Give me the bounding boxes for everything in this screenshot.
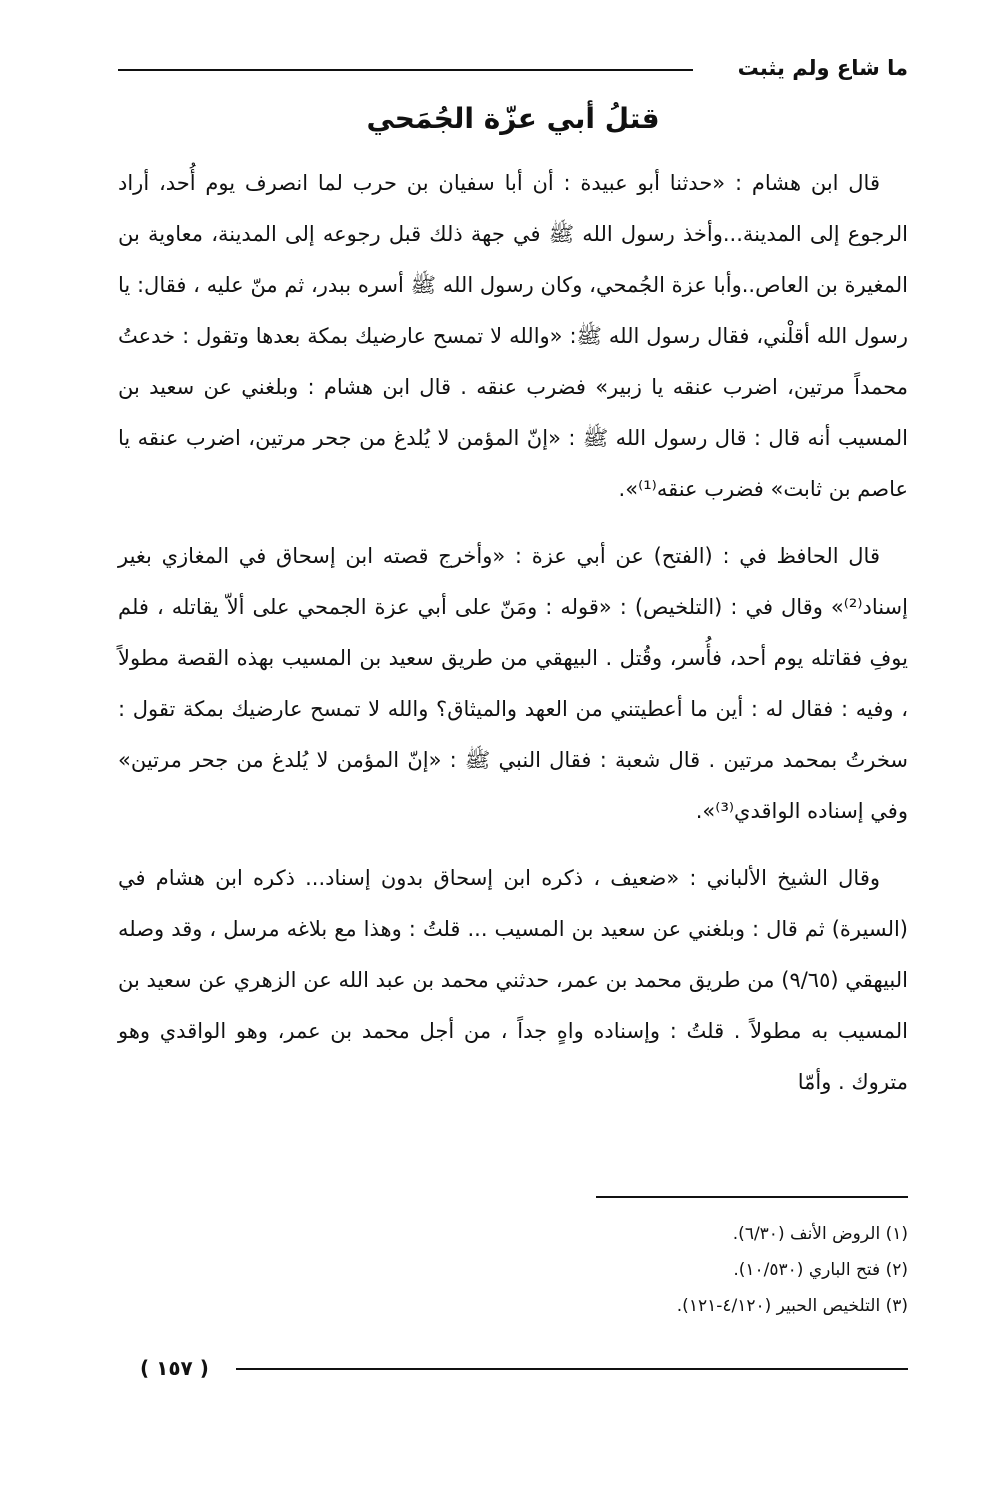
page-footer <box>118 1356 908 1386</box>
paragraph: قال ابن هشام : «حدثنا أبو عبيدة : أن أبا سفيان بن حرب لما انصرف يوم أُحد، أراد الرجوع إلى المدينة...وأخذ رسول الله ﷺ في جهة ذلك قبل رجوعه إلى المدينة، معاوية بن المغيرة بن العاص..وأبا عزة الجُمحي، وكان رسول الله ﷺ أسره ببدر، ثم منّ عليه ، فقال: يا رسول الله أقلْني، فقال رسول الله ﷺ: «والله لا تمسح عارضيك بمكة بعدها وتقول : خدعتُ محمداً مرتين، اضرب عنقه يا زبير» فضرب عنقه . قال ابن هشام : وبلغني عن سعيد بن المسيب أنه قال : قال رسول الله ﷺ : «إنّ المؤمن لا يُلدغ من جحر مرتين، اضرب عنقه يا عاصم بن ثابت» فضرب عنقه⁽¹⁾». <box>118 171 908 501</box>
footnotes <box>118 1216 908 1324</box>
page-number: ( ١٥٧ ) <box>140 1356 209 1380</box>
paragraph: قال الحافظ في : (الفتح) عن أبي عزة : «وأخرج قصته ابن إسحاق في المغازي بغير إسناد⁽²⁾» وقال في : (التلخيص) : «قوله : ومَنّ على أبي عزة الجمحي على ألاّ يقاتله ، فلم يوفِ فقاتله يوم أحد، فأُسر، وقُتل . البيهقي من طريق سعيد بن المسيب بهذه القصة مطولاً ، وفيه : فقال له : أين ما أعطيتني من العهد والميثاق؟ والله لا تمسح عارضيك بمكة تقول : سخرتُ بمحمد مرتين . قال شعبة : فقال النبي ﷺ : «إنّ المؤمن لا يُلدغ من جحر مرتين» وفي إسناده الواقدي⁽³⁾». <box>118 544 908 823</box>
footnote: (٢) فتح الباري (١٠/٥٣٠). <box>733 1260 908 1280</box>
header-rule <box>118 69 693 71</box>
footnote: (١) الروض الأنف (٦/٣٠). <box>732 1224 908 1244</box>
footnote: (٣) التلخيص الحبير (٤/١٢٠-١٢١). <box>676 1296 908 1316</box>
running-header <box>118 56 908 88</box>
footnote-rule <box>596 1196 908 1198</box>
footer-rule <box>236 1368 908 1370</box>
chapter-title: قتلُ أبي عزّة الجُمَحي <box>366 102 660 135</box>
body-text <box>118 158 908 1124</box>
paragraph: وقال الشيخ الألباني : «ضعيف ، ذكره ابن إسحاق بدون إسناد... ذكره ابن هشام في (السيرة) ثم قال : وبلغني عن سعيد بن المسيب ... قلتُ : وهذا مع بلاغه مرسل ، وقد وصله البيهقي (٩/٦٥) من طريق محمد بن عمر، حدثني محمد بن عبد الله عن الزهري عن سعيد بن المسيب به مطولاً . قلتُ : وإسناده واهٍ جداً ، من أجل محمد بن عمر، وهو الواقدي وهو متروك . وأمّا <box>118 866 908 1094</box>
running-title: ما شاع ولم يثبت <box>737 56 908 80</box>
